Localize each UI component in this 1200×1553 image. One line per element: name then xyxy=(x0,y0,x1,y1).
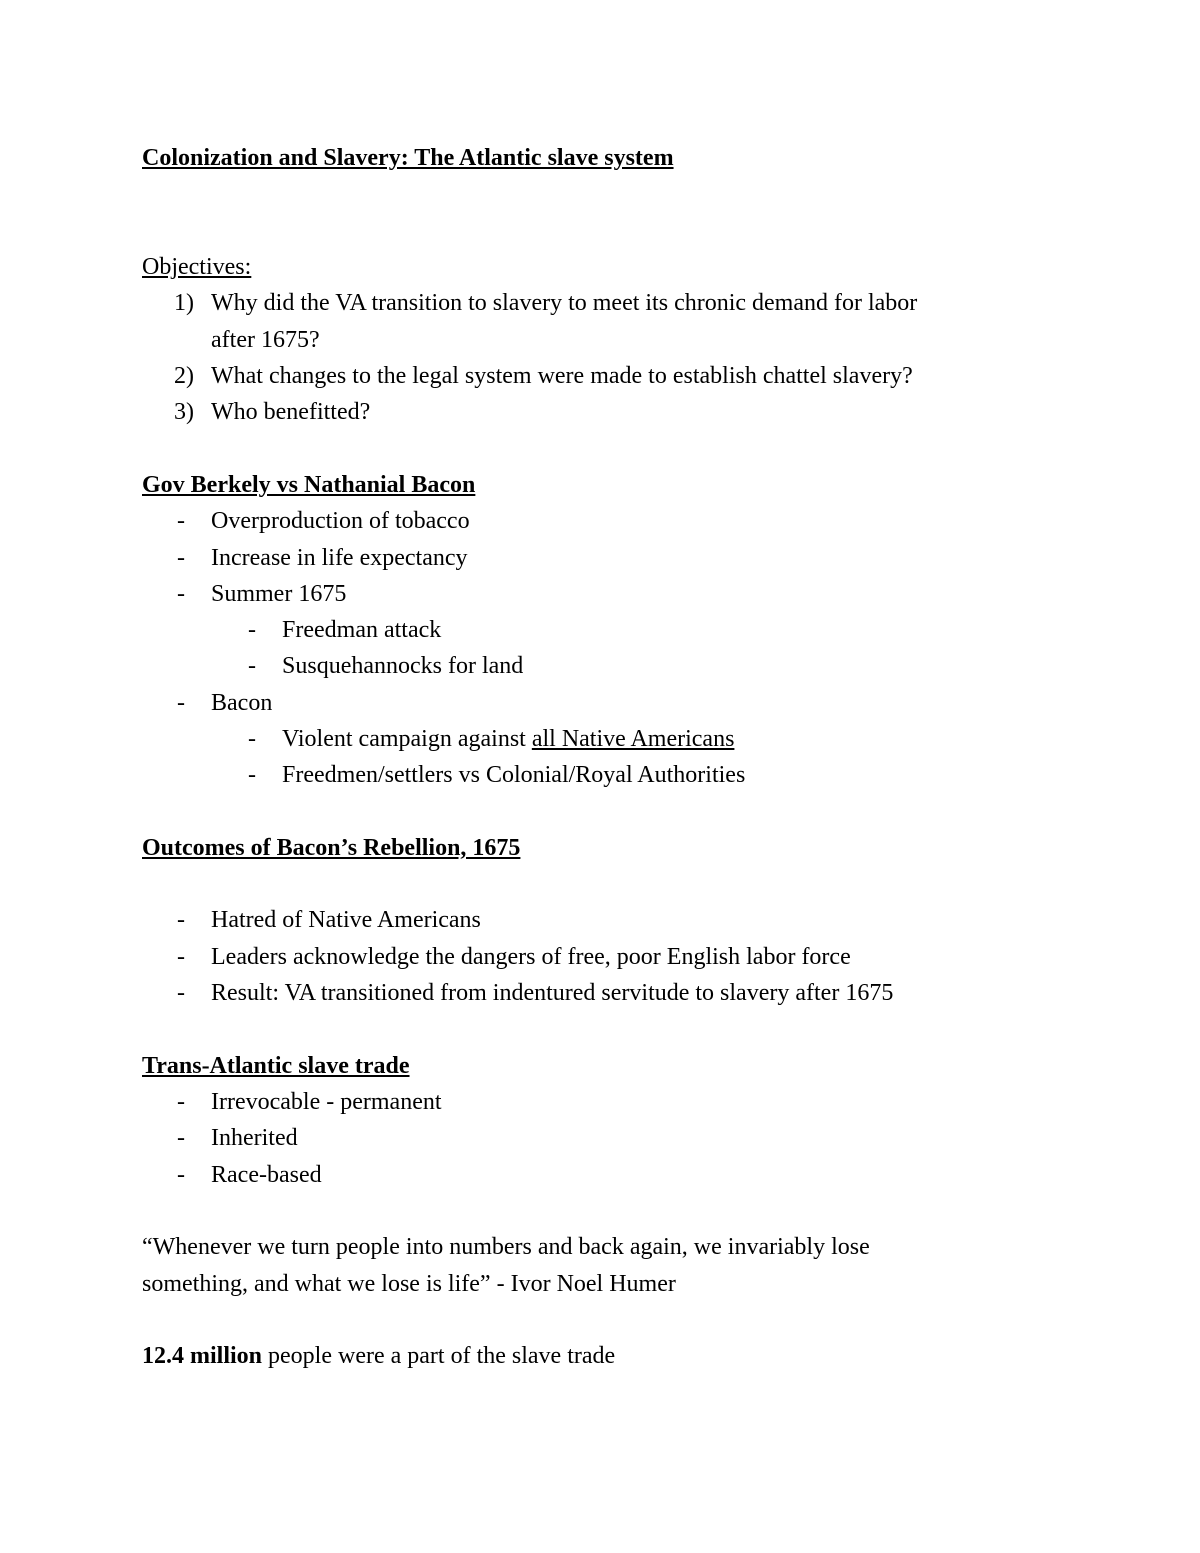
quote-line: “Whenever we turn people into numbers and back again, we invariably lose xyxy=(142,1234,870,1260)
sub-bullet-dash: - xyxy=(248,762,256,788)
quote-line-continued: something, and what we lose is life” - Ivor Noel Humer xyxy=(142,1271,676,1297)
list-item: Summer 1675 xyxy=(211,581,347,607)
list-item: Overproduction of tobacco xyxy=(211,508,470,534)
bullet-dash: - xyxy=(177,980,185,1006)
objective-number: 2) xyxy=(174,363,194,389)
sub-bullet-dash: - xyxy=(248,653,256,679)
closing-statement xyxy=(142,1341,615,1371)
document-title: Colonization and Slavery: The Atlantic slave system xyxy=(142,145,674,171)
objective-text: Why did the VA transition to slavery to meet its chronic demand for labor xyxy=(211,290,918,316)
list-item: Bacon xyxy=(211,690,273,716)
bullet-dash: - xyxy=(177,690,185,716)
bullet-dash: - xyxy=(177,581,185,607)
sub-list-item: Freedman attack xyxy=(282,617,442,643)
objective-text-continued: after 1675? xyxy=(211,327,320,353)
objective-text: What changes to the legal system were made to establish chattel slavery? xyxy=(211,363,913,389)
section-heading-berkeley-bacon: Gov Berkely vs Nathanial Bacon xyxy=(142,472,476,498)
sub-list-item: Freedmen/settlers vs Colonial/Royal Authorities xyxy=(282,762,746,788)
list-item: Leaders acknowledge the dangers of free, poor English labor force xyxy=(211,944,851,970)
list-item: Race-based xyxy=(211,1162,322,1188)
bullet-dash: - xyxy=(177,1125,185,1151)
list-item: Inherited xyxy=(211,1125,298,1151)
objective-text: Who benefitted? xyxy=(211,399,371,425)
objective-number: 1) xyxy=(174,290,194,316)
sub-list-item-text: Violent campaign against xyxy=(282,726,532,752)
list-item: Irrevocable - permanent xyxy=(211,1089,442,1115)
sub-bullet-dash: - xyxy=(248,726,256,752)
sub-bullet-dash: - xyxy=(248,617,256,643)
list-item: Increase in life expectancy xyxy=(211,545,468,571)
bullet-dash: - xyxy=(177,545,185,571)
underlined-phrase: all Native Americans xyxy=(531,726,735,752)
bullet-dash: - xyxy=(177,1162,185,1188)
bullet-dash: - xyxy=(177,1089,185,1115)
bullet-dash: - xyxy=(177,944,185,970)
objective-number: 3) xyxy=(174,399,194,425)
list-item: Hatred of Native Americans xyxy=(211,907,481,933)
bullet-dash: - xyxy=(177,508,185,534)
statistic-bold: 12.4 million xyxy=(142,1343,263,1369)
sub-list-item: Susquehannocks for land xyxy=(282,653,524,679)
list-item: Result: VA transitioned from indentured servitude to slavery after 1675 xyxy=(211,980,894,1006)
section-heading-slave-trade: Trans-Atlantic slave trade xyxy=(142,1053,410,1079)
bullet-dash: - xyxy=(177,907,185,933)
objectives-label: Objectives: xyxy=(142,254,252,280)
closing-statement-text: people were a part of the slave trade xyxy=(262,1343,616,1369)
sub-list-item xyxy=(282,724,734,754)
section-heading-outcomes: Outcomes of Bacon’s Rebellion, 1675 xyxy=(142,835,521,861)
